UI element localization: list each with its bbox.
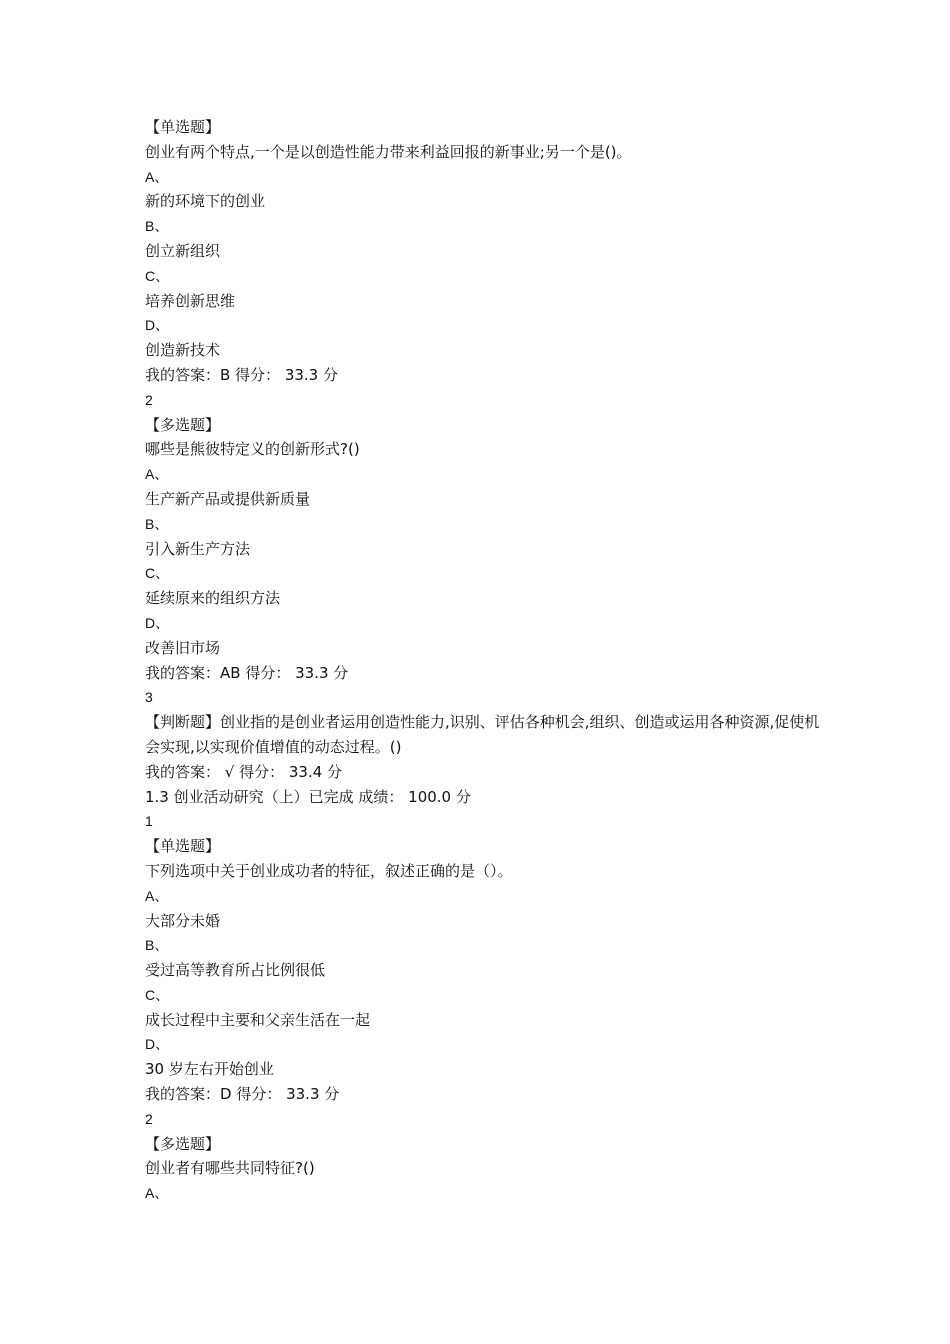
question-number: 2 <box>145 1110 153 1127</box>
option-letter: D、 <box>145 317 170 334</box>
answer-line: 我的答案：B 得分： 33.3 分 <box>145 365 338 384</box>
option-text: 成长过程中主要和父亲生活在一起 <box>145 1010 371 1029</box>
option-text: 改善旧市场 <box>145 638 221 657</box>
option-letter: C、 <box>145 267 170 284</box>
option-text: 创立新组织 <box>145 241 221 260</box>
option-text: 受过高等教育所占比例很低 <box>145 961 326 980</box>
option-letter: B、 <box>145 937 169 954</box>
question-number: 2 <box>145 391 153 408</box>
question-text: 创业者有哪些共同特征?() <box>145 1159 315 1178</box>
question-text: 下列选项中关于创业成功者的特征，叙述正确的是（）。 <box>145 861 513 880</box>
option-letter: D、 <box>145 1036 170 1053</box>
option-letter: D、 <box>145 614 170 631</box>
option-text: 30 岁左右开始创业 <box>145 1060 274 1079</box>
option-letter: B、 <box>145 515 169 532</box>
option-text: 延续原来的组织方法 <box>145 589 281 608</box>
option-letter: A、 <box>145 887 169 904</box>
option-letter: A、 <box>145 1185 169 1202</box>
answer-line: 我的答案： √ 得分： 33.4 分 <box>145 762 343 781</box>
option-text: 引入新生产方法 <box>145 539 251 558</box>
question-text: 【判断题】创业指的是创业者运用创造性能力,识别、评估各种机会,组织、创造或运用各种资源,促使机会实现,以实现价值增值的动态过程。() <box>145 713 820 756</box>
question-text: 【多选题】 <box>145 415 221 434</box>
question-text: 【多选题】 <box>145 1134 221 1153</box>
option-letter: C、 <box>145 565 170 582</box>
question-text: 【单选题】 <box>145 837 221 856</box>
question-number: 3 <box>145 689 153 706</box>
question-text: 哪些是熊彼特定义的创新形式?() <box>145 440 360 459</box>
question-text: 创业有两个特点,一个是以创造性能力带来利益回报的新事业;另一个是()。 <box>145 142 632 161</box>
option-text: 生产新产品或提供新质量 <box>145 489 311 508</box>
option-text: 培养创新思维 <box>145 291 236 310</box>
option-text: 大部分未婚 <box>145 911 221 930</box>
option-letter: B、 <box>145 218 169 235</box>
section-heading: 1.3 创业活动研究（上）已完成 成绩： 100.0 分 <box>145 787 471 806</box>
answer-line: 我的答案：AB 得分： 33.3 分 <box>145 663 349 682</box>
option-letter: A、 <box>145 466 169 483</box>
answer-line: 我的答案：D 得分： 33.3 分 <box>145 1085 340 1104</box>
option-letter: A、 <box>145 168 169 185</box>
option-text: 新的环境下的创业 <box>145 192 266 211</box>
option-letter: C、 <box>145 986 170 1003</box>
document-body <box>145 115 825 1206</box>
question-number: 1 <box>145 813 153 830</box>
question-text: 【单选题】 <box>145 118 221 136</box>
option-text: 创造新技术 <box>145 341 221 360</box>
